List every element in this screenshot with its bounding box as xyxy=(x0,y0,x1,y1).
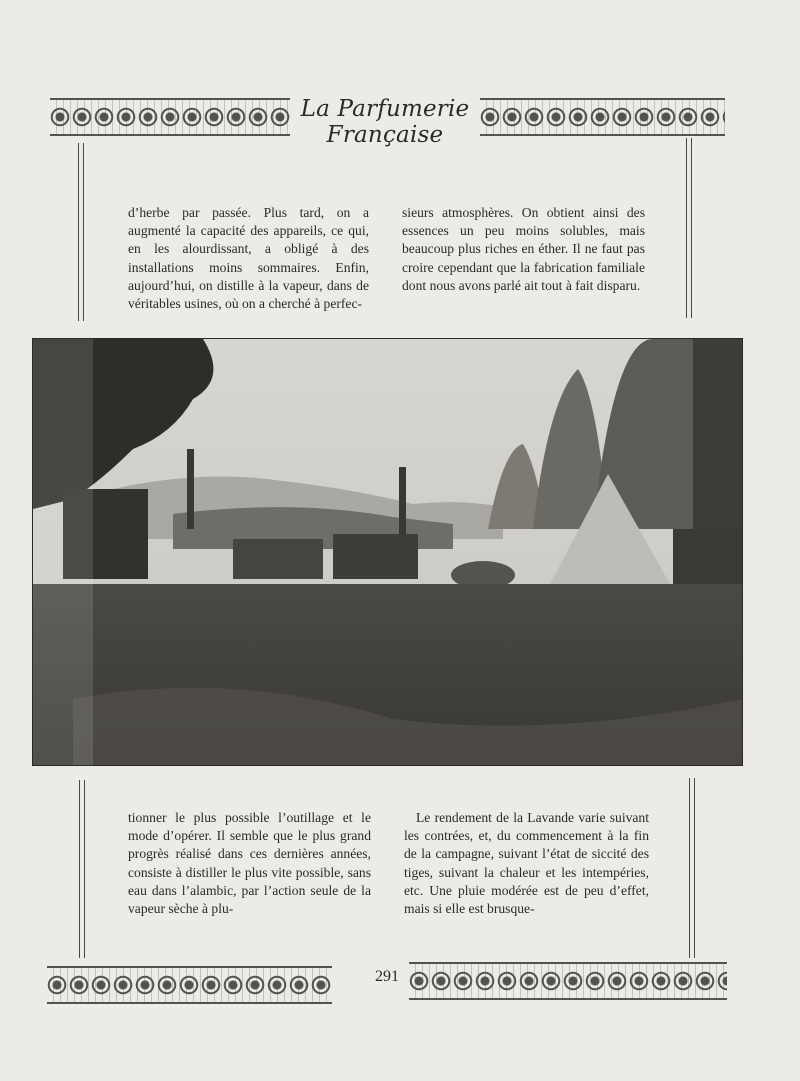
floral-ornament-left xyxy=(50,98,290,136)
text-column-bottom-left xyxy=(128,809,371,918)
column-rule-bottom-left xyxy=(79,780,85,958)
text-column-bottom-right xyxy=(404,809,649,918)
floral-ornament-footer-left xyxy=(47,966,332,1004)
text-column-top-left xyxy=(128,204,369,313)
photograph-distillery xyxy=(32,338,743,766)
page-number: 291 xyxy=(375,968,399,985)
paragraph: Le rendement de la Lavande varie suivant les contrées, et, du commencement à la fin de la campagne, suivant l’état de siccité des tiges, suivant la chaleur et les intempéries, etc. Une pluie modérée est de peu d’effet, mais si elle est brusque- xyxy=(404,810,649,917)
journal-title: La Parfumerie Française xyxy=(300,96,470,148)
column-rule-top-right xyxy=(686,138,692,318)
paragraph: d’herbe par passée. Plus tard, on a augmenté la capacité des appareils, ce qui, en les alourdissant, a obligé à des installations moins sommaires. Enfin, aujourd’hui, on distille à la vapeur, dans de véritables usines, où on a cherché à perfec- xyxy=(128,205,369,312)
page-header xyxy=(50,92,725,148)
text-column-top-right xyxy=(402,204,645,295)
floral-ornament-footer-right xyxy=(409,962,727,1000)
page-footer xyxy=(47,962,727,998)
column-rule-bottom-right xyxy=(689,778,695,958)
paragraph: sieurs atmosphères. On obtient ainsi des essences un peu moins solubles, mais beaucoup plus riches en éther. Il ne faut pas croire cependant que la fabrication familiale dont nous avons parlé ait tout à fait disparu. xyxy=(402,205,645,293)
floral-ornament-right xyxy=(480,98,725,136)
column-rule-top-left xyxy=(78,143,84,321)
paragraph: tionner le plus possible l’outillage et le mode d’opérer. Il semble que le plus grand progrès réalisé dans ces dernières années, consiste à distiller le plus vite possible, sans eau dans l’alambic, par l’action seule de la vapeur sèche à plu- xyxy=(128,810,371,917)
